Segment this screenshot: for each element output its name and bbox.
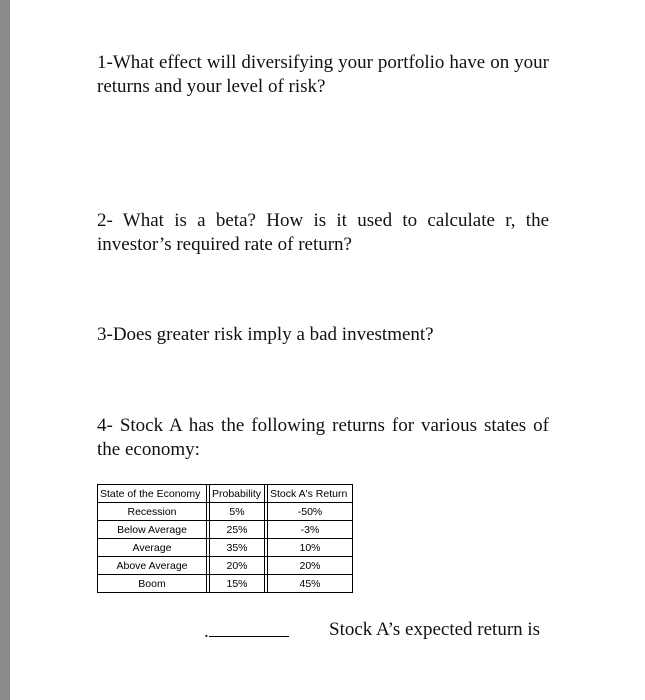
header-return: Stock A's Return — [267, 484, 353, 502]
cell-probability: 35% — [209, 538, 265, 556]
question-1: 1-What effect will diversifying your portfolio have on your returns and your level of risk? — [97, 52, 549, 97]
table-row — [97, 502, 353, 520]
cell-return: 20% — [267, 556, 353, 574]
cell-state: Recession — [97, 502, 207, 520]
table-row — [97, 574, 353, 593]
table-header-row — [97, 484, 353, 502]
table-row — [97, 520, 353, 538]
cell-state: Boom — [97, 574, 207, 593]
table-row — [97, 538, 353, 556]
cell-state: Below Average — [97, 520, 207, 538]
answer-blank[interactable] — [204, 618, 289, 644]
question-4: 4- Stock A has the following returns for various states of the economy: — [97, 415, 549, 460]
cell-probability: 20% — [209, 556, 265, 574]
question-2: 2- What is a beta? How is it used to calculate r, the investor’s required rate of return? — [97, 210, 549, 255]
answer-prompt: Stock A’s expected return is — [329, 619, 541, 640]
cell-return: 10% — [267, 538, 353, 556]
answer-blank-line[interactable] — [209, 618, 289, 637]
header-probability: Probability — [209, 484, 265, 502]
question-3: 3-Does greater risk imply a bad investment? — [97, 324, 434, 345]
returns-table — [97, 484, 353, 593]
cell-return: -3% — [267, 520, 353, 538]
header-state: State of the Economy — [97, 484, 207, 502]
cell-probability: 15% — [209, 574, 265, 593]
cell-probability: 5% — [209, 502, 265, 520]
answer-prefix: . — [204, 621, 209, 642]
cell-return: -50% — [267, 502, 353, 520]
table-row — [97, 556, 353, 574]
cell-state: Above Average — [97, 556, 207, 574]
cell-probability: 25% — [209, 520, 265, 538]
cell-state: Average — [97, 538, 207, 556]
page-left-border — [0, 0, 10, 700]
cell-return: 45% — [267, 574, 353, 593]
